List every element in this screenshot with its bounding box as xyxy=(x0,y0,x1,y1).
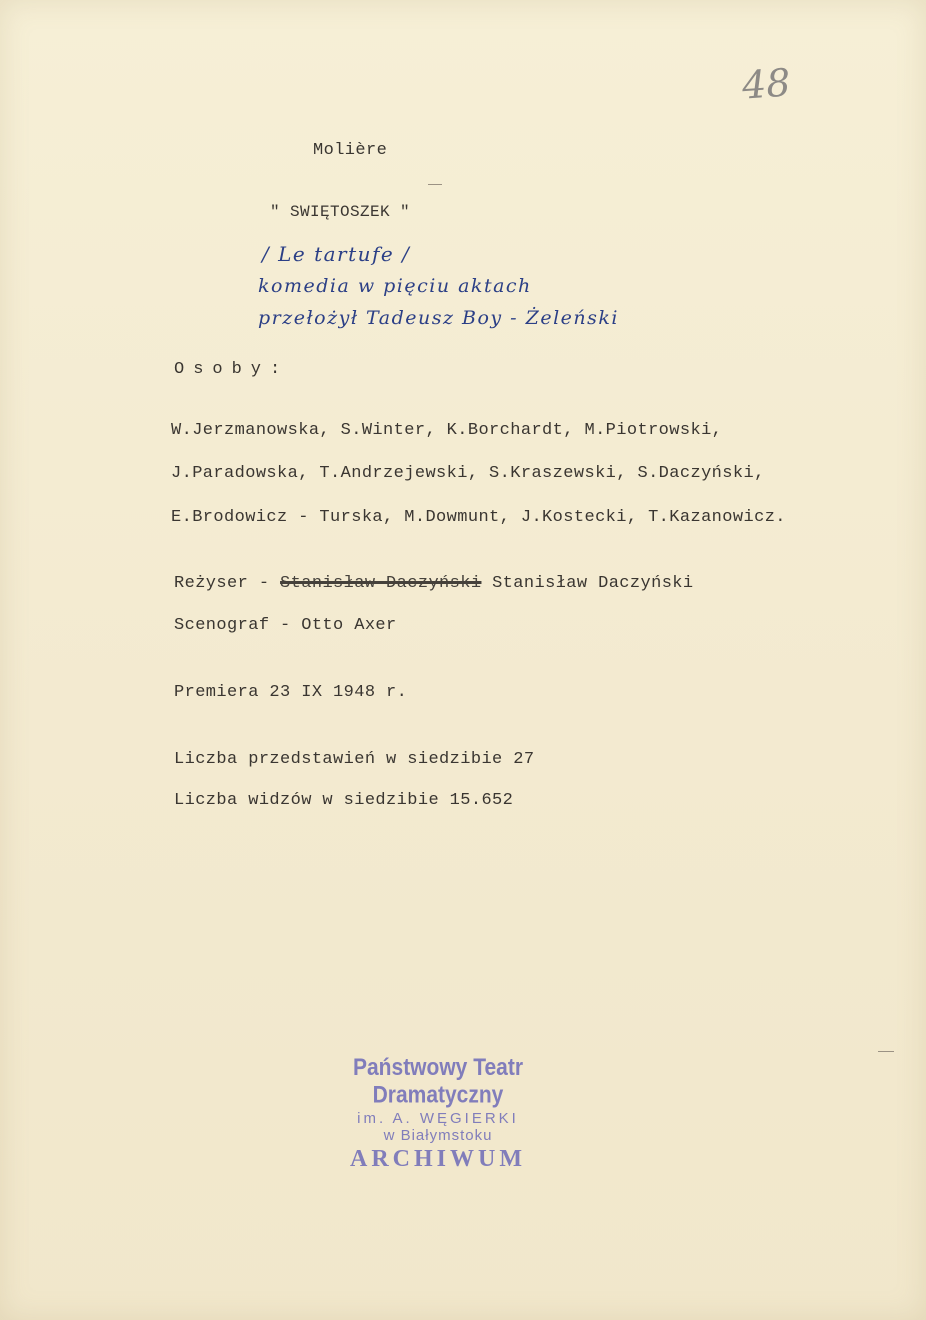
premiere-date: Premiera 23 IX 1948 r. xyxy=(174,683,408,702)
stamp-line-2: im. A. WĘGIERKI xyxy=(357,1110,519,1127)
author: Molière xyxy=(313,141,388,160)
viewer-count: Liczba widzów w siedzibie 15.652 xyxy=(174,791,514,810)
handwritten-original-title: / Le tartufe / xyxy=(262,242,411,266)
performance-count: Liczba przedstawień w siedzibie 27 xyxy=(174,750,535,769)
margin-mark xyxy=(878,1051,894,1052)
page-number: 48 xyxy=(740,60,792,108)
archive-stamp xyxy=(318,1054,558,1173)
play-title: " SWIĘTOSZEK " xyxy=(270,203,411,221)
director-struck-text: Stanisław Daczyński xyxy=(280,574,482,593)
handwritten-genre: komedia w pięciu aktach xyxy=(258,275,532,297)
set-designer: Scenograf - Otto Axer xyxy=(174,616,397,635)
cast-line-3: E.Brodowicz - Turska, M.Dowmunt, J.Kostecki, T.Kazanowicz. xyxy=(171,508,786,527)
director-label: Reżyser - xyxy=(174,574,270,593)
stamp-line-4: ARCHIWUM xyxy=(350,1146,526,1172)
stamp-line-3: w Białymstoku xyxy=(383,1127,493,1144)
stamp-line-1: Państwowy Teatr Dramatyczny xyxy=(353,1054,523,1109)
cast-line-2: J.Paradowska, T.Andrzejewski, S.Kraszewski, S.Daczyński, xyxy=(171,464,765,483)
director-name: Stanisław Daczyński xyxy=(492,574,694,593)
cast-heading: Osoby: xyxy=(174,360,290,379)
typewriter-mark xyxy=(428,184,442,185)
director-line xyxy=(174,574,694,593)
handwritten-translator: przełożył Tadeusz Boy - Żeleński xyxy=(258,307,619,329)
cast-line-1: W.Jerzmanowska, S.Winter, K.Borchardt, M.Piotrowski, xyxy=(171,421,723,440)
